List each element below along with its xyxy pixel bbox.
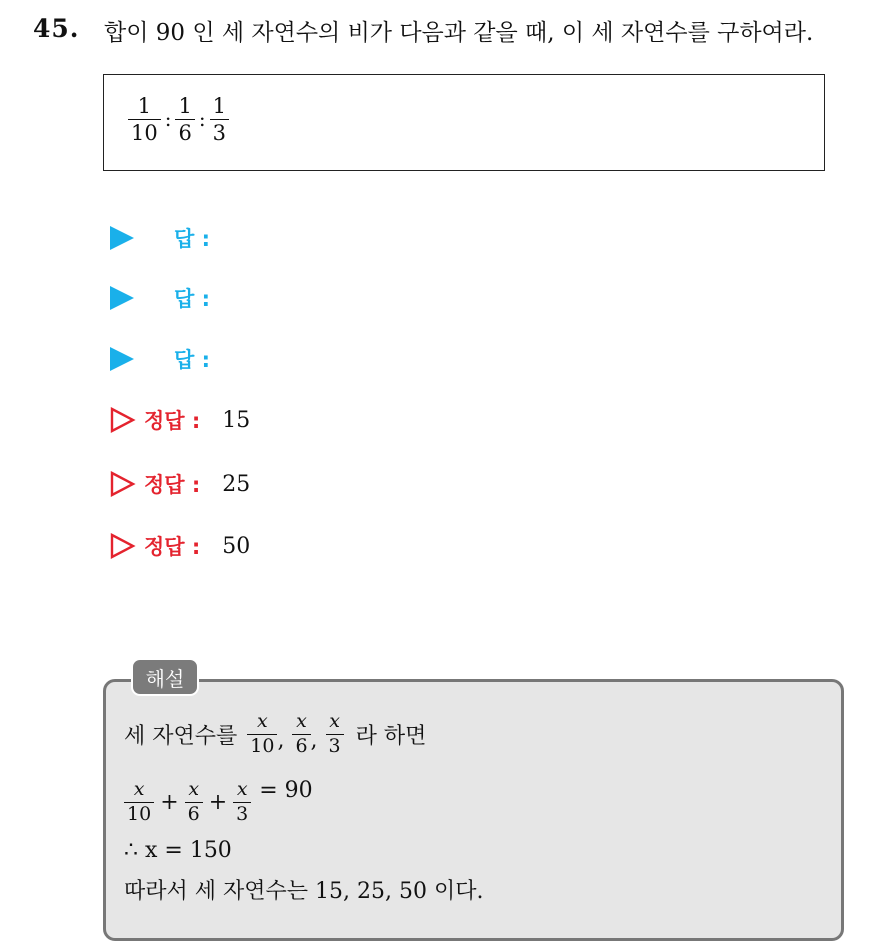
explanation-line-2 — [124, 777, 313, 825]
explanation-fraction: $\frac{x}{10}$ — [247, 712, 277, 757]
explanation-line-4 — [124, 874, 483, 905]
ratio-box — [103, 74, 825, 171]
plus-sign: + — [208, 789, 228, 815]
explanation-final: 따라서 세 자연수는 15, 25, 50 이다. — [124, 879, 484, 904]
answer-blank-row[interactable] — [110, 283, 210, 313]
explanation-fraction: $\frac{x}{10}$ — [124, 780, 154, 825]
correct-answer-label: 정답 : — [144, 535, 201, 559]
answer-label: 답 : — [174, 227, 210, 251]
ratio-fraction: $\frac{1}{10}$ — [128, 95, 161, 144]
question-text: 합이 90 인 세 자연수의 비가 다음과 같을 때, 이 세 자연수를 구하여라. — [104, 20, 814, 46]
explanation-fraction: $\frac{x}{3}$ — [326, 712, 344, 757]
outline-triangle-icon — [110, 407, 136, 433]
answer-label: 답 : — [174, 287, 210, 311]
correct-answer-value: 25 — [222, 471, 251, 497]
answer-blank-row[interactable] — [110, 344, 210, 374]
plus-sign: + — [160, 789, 179, 815]
correct-answer-row — [110, 405, 250, 435]
explanation-text: 세 자연수를 — [124, 723, 238, 749]
correct-answer-row — [110, 531, 250, 561]
play-triangle-icon — [110, 286, 134, 310]
ratio-fraction: $\frac{1}{3}$ — [210, 95, 229, 144]
explanation-fraction: $\frac{x}{6}$ — [292, 712, 310, 757]
explanation-conclusion: ∴ x = 150 — [124, 838, 232, 863]
correct-answer-value: 15 — [222, 407, 251, 433]
outline-triangle-icon — [110, 533, 136, 559]
equation-rhs: = 90 — [259, 777, 313, 803]
outline-triangle-icon — [110, 471, 136, 497]
answer-blank-row[interactable] — [110, 223, 210, 253]
correct-answer-label: 정답 : — [144, 473, 201, 497]
correct-answer-value: 50 — [222, 533, 251, 559]
play-triangle-icon — [110, 347, 134, 371]
explanation-fraction: $\frac{x}{6}$ — [185, 780, 203, 825]
ratio-colon: : — [198, 106, 206, 131]
correct-answer-row — [110, 469, 250, 499]
question-number: 45. — [33, 14, 80, 43]
explanation-tab: 해설 — [131, 658, 199, 696]
explanation-line-1: 세 자연수를 $\frac{x}{10}$ , $\frac{x}{6}$ , $\frac{x}{3}$ 라 하면 — [124, 710, 427, 757]
explanation-fraction: $\frac{x}{3}$ — [233, 780, 251, 825]
ratio-colon: : — [164, 106, 172, 131]
ratio-expression — [128, 95, 229, 144]
explanation-text: 라 하면 — [355, 723, 427, 749]
answer-label: 답 : — [174, 348, 210, 372]
play-triangle-icon — [110, 226, 134, 250]
explanation-line-3 — [124, 838, 232, 863]
correct-answer-label: 정답 : — [144, 409, 201, 433]
ratio-fraction: $\frac{1}{6}$ — [175, 95, 194, 144]
